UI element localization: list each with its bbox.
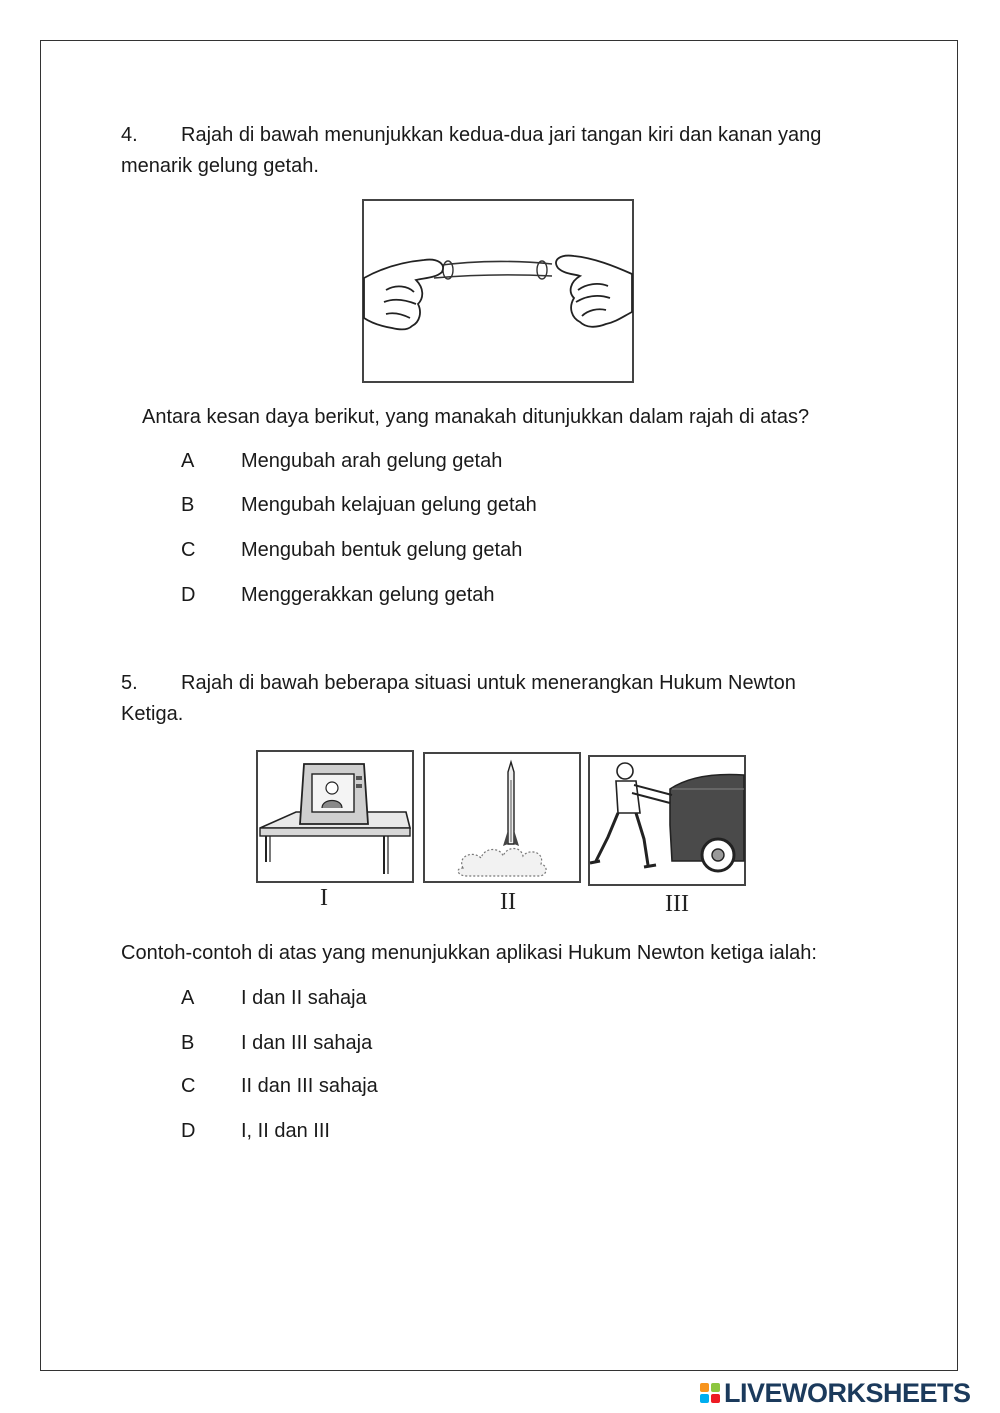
figure-label-i: I [320, 885, 328, 911]
question-4-text [121, 120, 821, 151]
question-4-prompt: Antara kesan daya berikut, yang manakah ditunjukkan dalam rajah di atas? [142, 406, 810, 428]
option-letter: B [181, 494, 195, 516]
figure-label-iii: III [665, 891, 689, 917]
question-5-line-1: Rajah di bawah beberapa situasi untuk menerangkan Hukum Newton [181, 672, 796, 694]
question-5-option-d[interactable] [181, 1117, 781, 1145]
question-4-option-c[interactable] [181, 536, 781, 564]
figure-ii-rocket-launch [423, 752, 581, 883]
option-text: I dan II sahaja [241, 987, 367, 1009]
question-4-number: 4. [121, 124, 138, 146]
question-5-text [121, 668, 796, 699]
option-text: Mengubah bentuk gelung getah [241, 539, 523, 561]
question-5-prompt: Contoh-contoh di atas yang menunjukkan aplikasi Hukum Newton ketiga ialah: [121, 942, 817, 964]
rubber-band-figure [362, 198, 634, 384]
logo-square [711, 1394, 720, 1403]
logo-square [711, 1383, 720, 1392]
question-4-option-b[interactable] [181, 491, 781, 519]
question-5-option-b[interactable] [181, 1029, 781, 1057]
option-text: I dan III sahaja [241, 1032, 373, 1054]
figure-iii-man-pushing-car [588, 755, 746, 886]
option-letter: C [181, 539, 196, 561]
question-5-option-c[interactable] [181, 1072, 781, 1100]
logo-square [700, 1383, 709, 1392]
option-letter: A [181, 987, 195, 1009]
figure-label-ii: II [500, 889, 516, 915]
option-text: Mengubah arah gelung getah [241, 450, 503, 472]
option-letter: D [181, 1120, 196, 1142]
option-letter: C [181, 1075, 196, 1097]
option-text: II dan III sahaja [241, 1075, 378, 1097]
option-letter: B [181, 1032, 195, 1054]
option-text: Menggerakkan gelung getah [241, 584, 495, 606]
liveworksheets-brand[interactable] [700, 1376, 971, 1410]
question-4-option-a[interactable] [181, 447, 781, 475]
logo-square [700, 1394, 709, 1403]
option-text: Mengubah kelajuan gelung getah [241, 494, 537, 516]
question-4-option-d[interactable] [181, 581, 781, 609]
question-4-line-2: menarik gelung getah. [121, 155, 319, 177]
figure-i-tv-on-table [256, 750, 414, 883]
option-letter: D [181, 584, 196, 606]
question-5-option-a[interactable] [181, 984, 781, 1012]
option-letter: A [181, 450, 195, 472]
question-4-line-1: Rajah di bawah menunjukkan kedua-dua jari tangan kiri dan kanan yang [181, 124, 822, 146]
option-text: I, II dan III [241, 1120, 330, 1142]
brand-name: LIVEWORKSHEETS [724, 1377, 971, 1408]
question-5-line-2: Ketiga. [121, 703, 184, 725]
question-5-number: 5. [121, 672, 138, 694]
liveworksheets-logo-icon [700, 1383, 720, 1403]
